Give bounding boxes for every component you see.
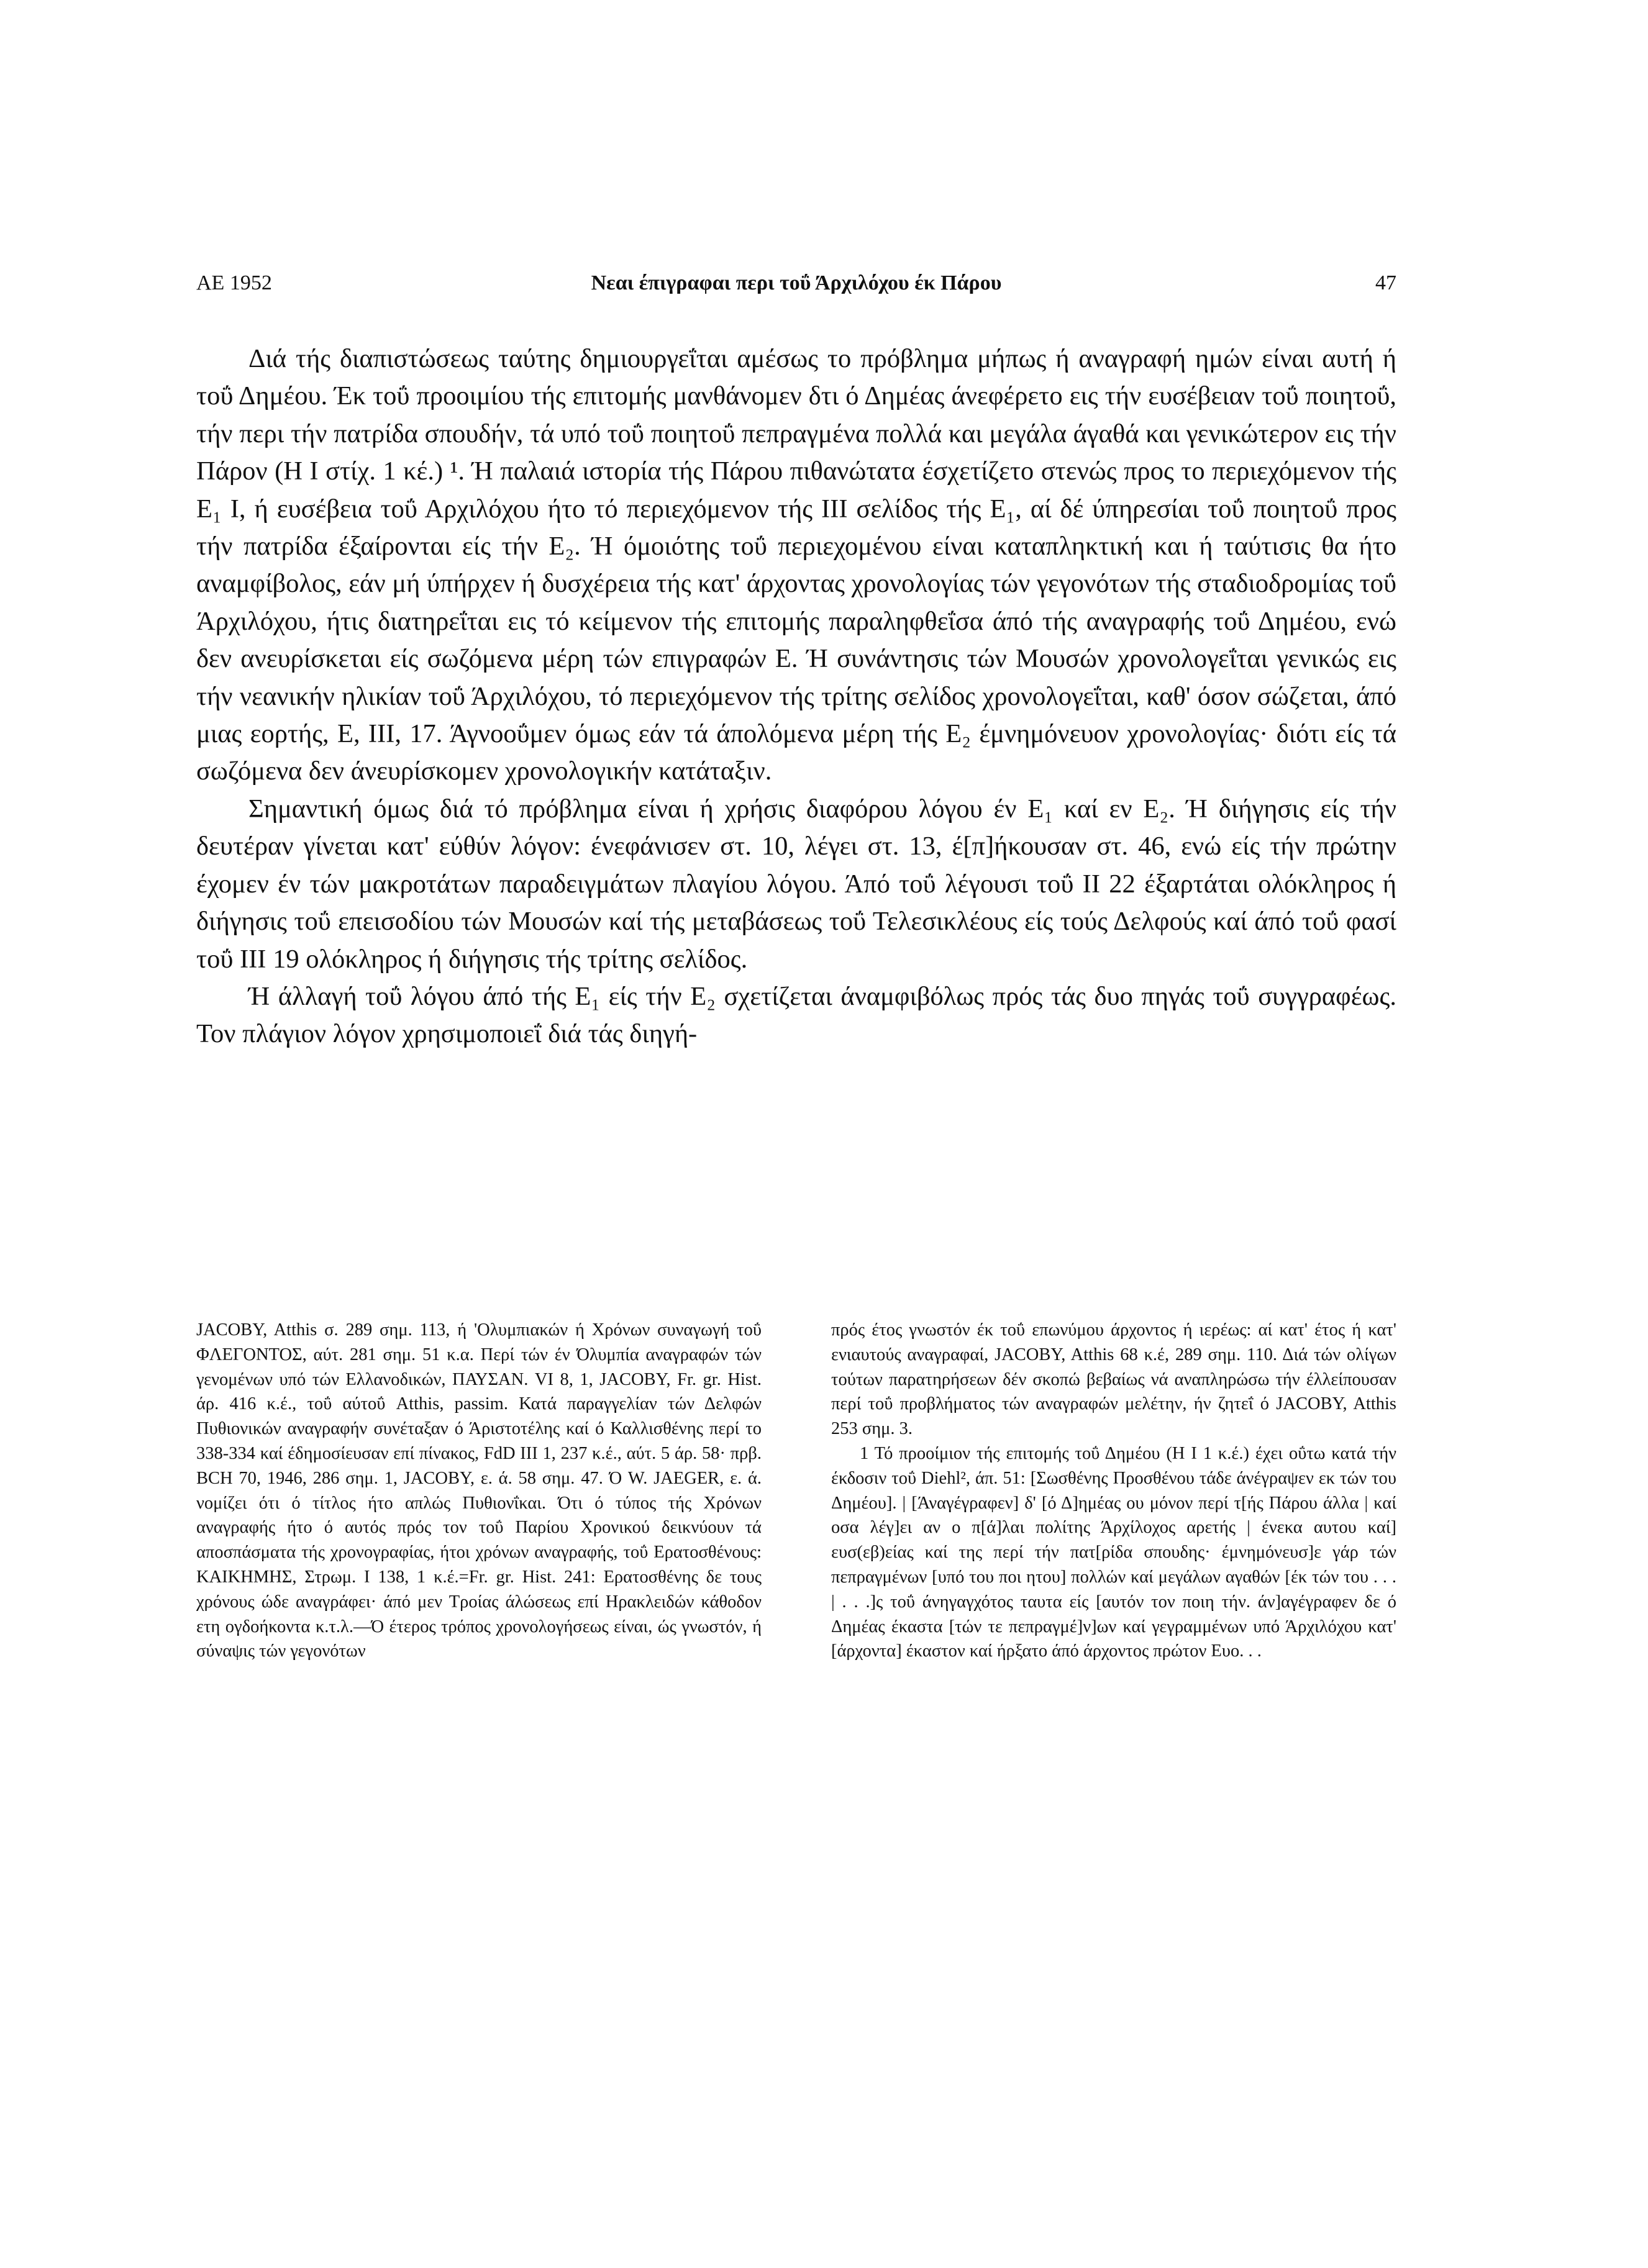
body-text xyxy=(196,340,1396,1053)
page-number: 47 xyxy=(1375,271,1396,294)
footnote-continuation: JACOBY, Atthis σ. 289 σημ. 113, ή 'Ολυμπιακών ή Χρόνων συναγωγή τοΰ ΦΛΕΓΟΝΤΟΣ, αύτ. 281 σημ. 51 κ.α. Περί τών έν Όλυμπία αναγραφών τών γενομένων υπό τών Ελλανοδικών, ΠΑΥΣΑΝ. VI 8, 1, JACOBY, Fr. gr. Hist. άρ. 416 κ.έ., τοΰ αύτοΰ Atthis, passim. Κατά παραγγελίαν τών Δελφών Πυθιονικών αναγραφήν συνέταξαν ό Άριστοτέλης καί ό Καλλισθένης περί το 338-334 καί έδημοσίευσαν επί πίνακος, FdD III 1, 237 κ.έ., αύτ. 5 άρ. 58· πρβ. BCH 70, 1946, 286 σημ. 1, JACOBY, ε. ά. 58 σημ. 47. Ό W. JAEGER, ε. ά. νομίζει ότι ό τίτλος ήτο απλώς Πυθιονΐκαι. Ότι ό τύπος τής Χρόνων αναγραφής ήτο ό αυτός πρός τον τοΰ Παρίου Χρονικού δεικνύουν τά αποσπάσματα τής χρονογραφίας, ήτοι χρόνων αναγραφής, τοΰ Ερατοσθένους: ΚΑΙΚΗΜΗΣ, Στρωμ. Ι 138, 1 κ.έ.=Fr. gr. Hist. 241: Ερατοσθένης δε τους χρόνους ώδε αναγράφει· άπό μεν Τροίας άλώσεως επί Ηρακλειδών κάθοδον ετη ογδοήκοντα κ.τ.λ.—Ό έτερος τρόπος χρονολογήσεως είναι, ώς γνωστόν, ή σύναψις τών γεγονότων xyxy=(196,1320,762,1661)
footnote-1: 1 Τό προοίμιον τής επιτομής τοΰ Δημέου (Η Ι 1 κ.έ.) έχει οΰτω κατά τήν έκδοσιν τοΰ Diehl², άπ. 51: [Σωσθένης Προσθένου τάδε άνέγραψεν εκ τών του Δημέου]. | [Άναγέγραφεν] δ' [ό Δ]ημέας ου μόνον περί τ[ής Πάρου άλλα | καί οσα λέγ]ει αν ο π[ά]λαι πολίτης Άρχίλοχος αρετής | ένεκα αυτου καί] ευσ(εβ)είας καί της περί τήν πατ[ρίδα σπουδης· έμνημόνευσ]ε γάρ τών πεπραγμένων [υπό του ποι ητου] πολλών καί μεγάλων αγαθών [έκ τών του . . . | . . .]ς τοΰ άνηγαγχότος ταυτα είς [αυτόν τον ποιη τήν. άν]αγέγραφεν δε ό Δημέας έκαστα [τών τε πεπραγμέ]ν]ων καί γεγραμμένων υπό Άρχιλόχου κατ' [άρχοντα] έκαστον καί ήρξατο άπό άρχοντος πρώτον Ευο. . . xyxy=(831,1443,1396,1661)
journal-ref: ΑΕ 1952 xyxy=(196,271,272,294)
footnotes-left-column xyxy=(196,1318,762,1664)
footnote-continuation-end: πρός έτος γνωστόν έκ τοΰ επωνύμου άρχοντος ή ιερέως: αί κατ' έτος ή κατ' ενιαυτούς αναγραφαί, JACOBY, Atthis 68 κ.έ, 289 σημ. 110. Διά τών ολίγων τούτων παρατηρήσεων δέν σκοπώ βεβαίως νά αναπληρώσω τήν έλλείπουσαν περί τοΰ προβλήματος τών αναγραφών μελέτην, ήν ζητεΐ ό JACOBY, Atthis 253 σημ. 3. xyxy=(831,1320,1396,1439)
paragraph-1: Διά τής διαπιστώσεως ταύτης δημιουργεΐται αμέσως το πρόβλημα μήπως ή αναγραφή ημών είναι αυτή ή τοΰ Δημέου. Έκ τοΰ προοιμίου τής επιτομής μανθάνομεν δτι ό Δημέας άνεφέρετο εις τήν ευσέβειαν τοΰ ποιητοΰ, τήν περι τήν πατρίδα σπουδήν, τά υπό τοΰ ποιητοΰ πεπραγμένα πολλά και μεγάλα άγαθά και γενικώτερον εις τήν Πάρον (Η Ι στίχ. 1 κέ.) ¹. Ή παλαιά ιστορία τής Πάρου πιθανώτατα έσχετίζετο στενώς προς το περιεχόμενον τής Ε₁ Ι, ή ευσέβεια τοΰ Αρχιλόχου ήτο τό περιεχόμενον τής ΙΙΙ σελίδος τής Ε₁, αί δέ ύπηρεσίαι τοΰ ποιητοΰ προς τήν πατρίδα έξαίρονται είς τήν Ε₂. Ή όμοιότης τοΰ περιεχομένου είναι καταπληκτική και ή ταύτισις θα ήτο αναμφίβολος, εάν μή ύπήρχεν ή δυσχέρεια τής κατ' άρχοντας χρονολογίας τών γεγονότων τής σταδιοδρομίας τοΰ Άρχιλόχου, ήτις διατηρεΐται εις τό κείμενον τής επιτομής παραληφθεΐσα άπό τής αναγραφής τοΰ Δημέου, ενώ δεν ανευρίσκεται είς σωζόμενα μέρη τών επιγραφών Ε. Ή συνάντησις τών Μουσών χρονολογεΐται γενικώς εις τήν νεανικήν ηλικίαν τοΰ Άρχιλόχου, τό περιεχόμενον τής τρίτης σελίδος χρονολογεΐται, καθ' όσον σώζεται, άπό μιας εορτής, Ε, ΙΙΙ, 17. Άγνοοΰμεν όμως εάν τά άπολόμενα μέρη τής Ε₂ έμνημόνευον χρονολογίας· διότι είς τά σωζόμενα δεν άνευρίσκομεν χρονολογικήν κατάταξιν. xyxy=(196,344,1396,786)
running-header xyxy=(196,271,1396,309)
footnotes-right-column xyxy=(831,1318,1396,1664)
paragraph-2: Σημαντική όμως διά τό πρόβλημα είναι ή χρήσις διαφόρου λόγου έν Ε₁ καί εν Ε₂. Ή διήγησις είς τήν δευτέραν γίνεται κατ' εύθύν λόγον: ένεφάνισεν στ. 10, λέγει στ. 13, έ[π]ήκουσαν στ. 46, ενώ είς τήν πρώτην έχομεν έν τών μακροτάτων παραδειγμάτων πλαγίου λόγου. Άπό τοΰ λέγουσι τοΰ ΙΙ 22 έξαρτάται ολόκληρος ή διήγησις τοΰ επεισοδίου τών Μουσών καί τής μεταβάσεως τοΰ Τελεσικλέους είς τούς Δελφούς καί άπό τοΰ φασί τοΰ ΙΙΙ 19 ολόκληρος ή διήγησις τής τρίτης σελίδος. xyxy=(196,794,1396,974)
paragraph-3: Ή άλλαγή τοΰ λόγου άπό τής Ε₁ είς τήν Ε₂ σχετίζεται άναμφιβόλως πρός τάς δυο πηγάς τοΰ συγγραφέως. Τον πλάγιον λόγον χρησιμοποιεΐ διά τάς διηγή- xyxy=(196,981,1396,1049)
running-title: Νεαι έπιγραφαι περι τοΰ Άρχιλόχου έκ Πάρου xyxy=(591,271,1002,294)
